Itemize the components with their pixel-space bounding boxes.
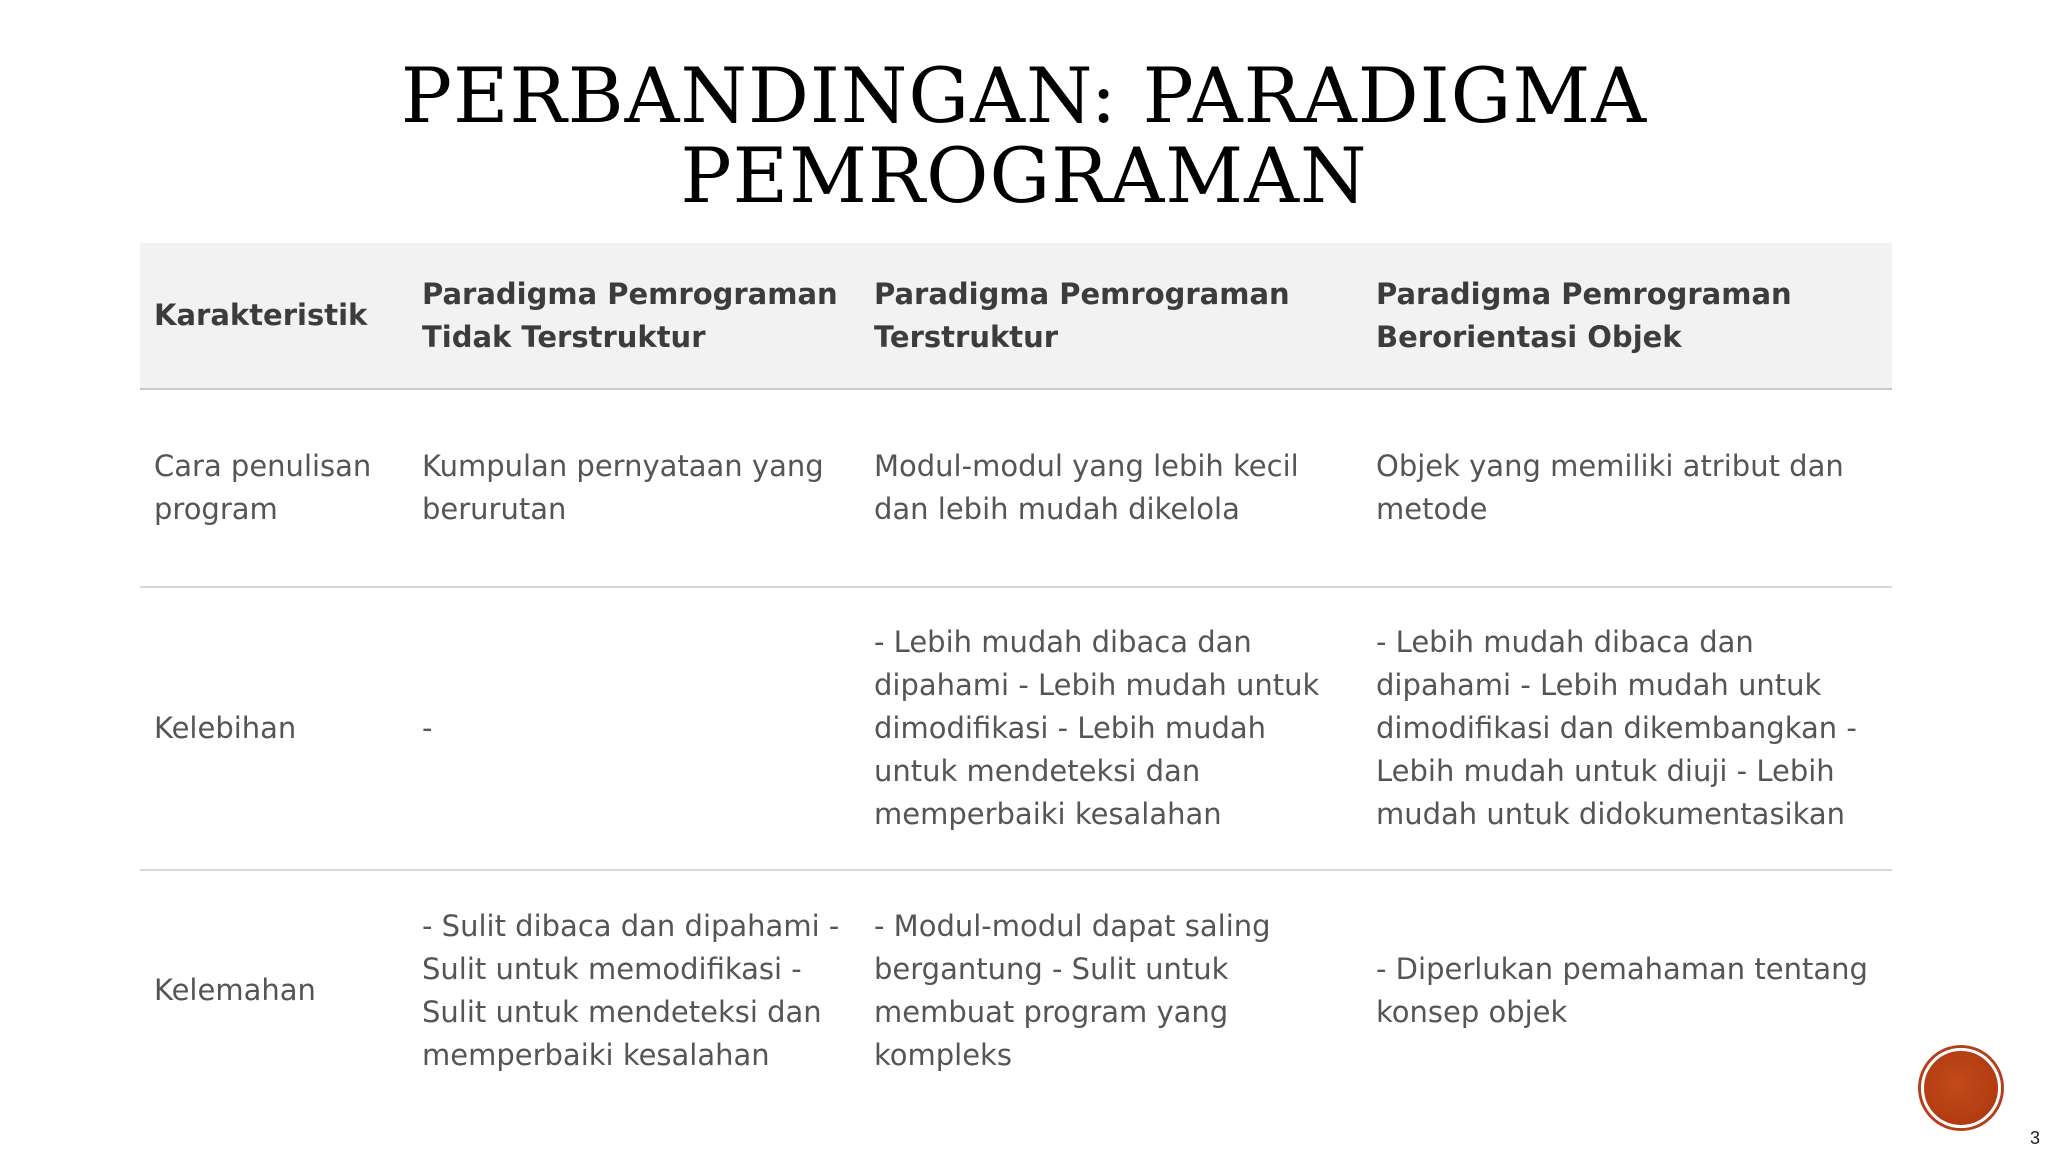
table-row: [140, 389, 1892, 587]
header-karakteristik: Karakteristik: [154, 298, 368, 332]
row-label-kelebihan: Kelebihan: [154, 711, 297, 745]
table-body: [140, 389, 1892, 1110]
cell-tidak-terstruktur: Kumpulan pernyataan yang berurutan: [422, 449, 824, 526]
cell-berorientasi-objek: - Diperlukan pemahaman tentang konsep objek: [1376, 951, 1868, 1029]
slide-title-line-1: PERBANDINGAN: PARADIGMA: [400, 51, 1648, 140]
cell-berorientasi-objek: - Lebih mudah dibaca dan dipahami - Lebih mudah untuk dimodifikasi dan dikembangkan - Lebih mudah untuk diuji - Lebih mudah untuk didokumentasikan: [1376, 625, 1857, 831]
table-row: [140, 870, 1892, 1110]
comparison-table: [140, 243, 1892, 1110]
header-berorientasi-objek: Paradigma Pemrograman Berorientasi Objek: [1376, 276, 1792, 354]
cell-terstruktur: - Modul-modul dapat saling bergantung - Sulit untuk membuat program yang kompleks: [874, 908, 1271, 1072]
cell-tidak-terstruktur: -: [422, 711, 433, 745]
page-number: 3: [2030, 1128, 2041, 1148]
cell-tidak-terstruktur: - Sulit dibaca dan dipahami - Sulit untuk memodifikasi - Sulit untuk mendeteksi dan memperbaiki kesalahan: [422, 908, 840, 1072]
slide-decoration-circle-icon: [1921, 1048, 2001, 1128]
table-header-row: [140, 243, 1892, 389]
cell-terstruktur: Modul-modul yang lebih kecil dan lebih mudah dikelola: [874, 449, 1299, 526]
slide-title-line-2: PEMROGRAMAN: [680, 131, 1368, 220]
header-terstruktur: Paradigma Pemrograman Terstruktur: [874, 276, 1290, 354]
row-label-cara-penulisan: Cara penulisan program: [154, 449, 372, 526]
row-label-kelemahan: Kelemahan: [154, 973, 316, 1007]
cell-terstruktur: - Lebih mudah dibaca dan dipahami - Lebih mudah untuk dimodifikasi - Lebih mudah untuk mendeteksi dan memperbaiki kesalahan: [874, 625, 1320, 831]
table-header: [140, 243, 1892, 389]
header-tidak-terstruktur: Paradigma Pemrograman Tidak Terstruktur: [422, 276, 838, 354]
table-row: [140, 587, 1892, 870]
comparison-table-container: [140, 243, 1892, 1110]
slide-title: [0, 51, 2048, 220]
cell-berorientasi-objek: Objek yang memiliki atribut dan metode: [1376, 449, 1844, 526]
